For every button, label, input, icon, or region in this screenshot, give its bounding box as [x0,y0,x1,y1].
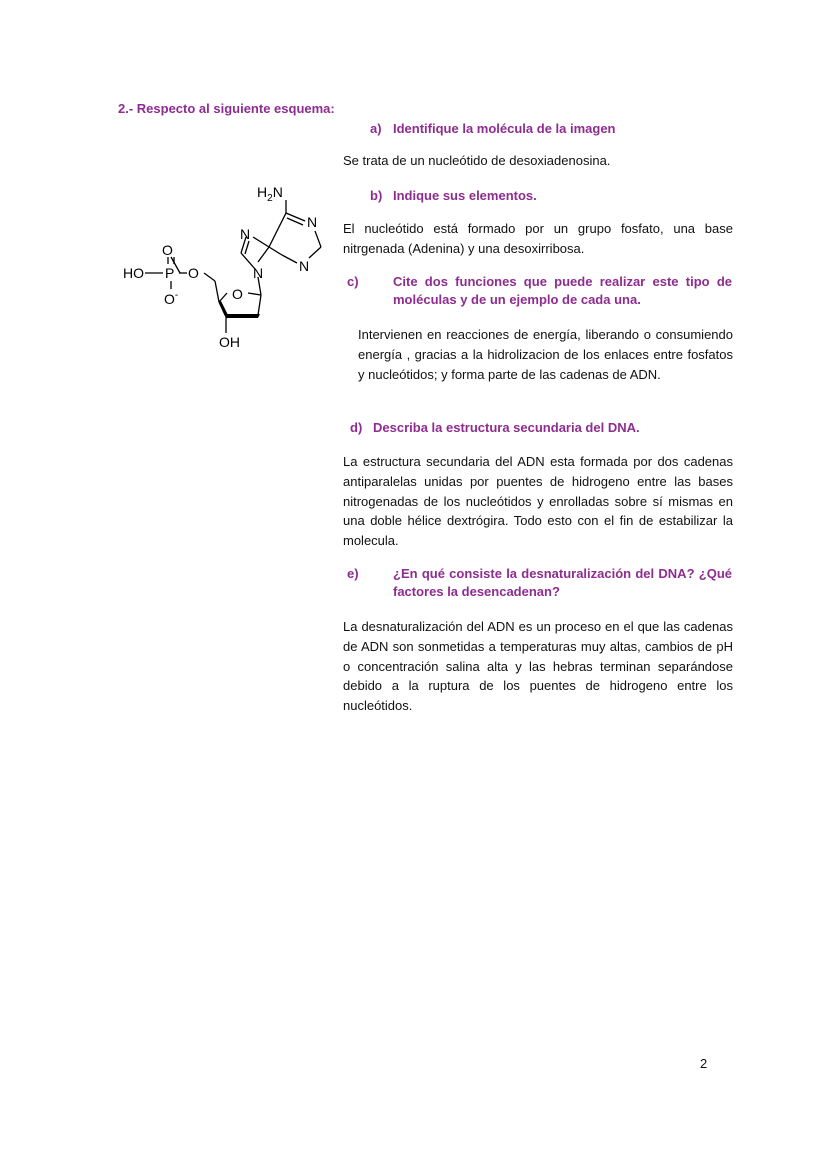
question-c [347,273,732,309]
amine-label: $H_2N$ [257,184,283,204]
phosphate-oxygen-top: O [162,242,173,258]
deoxyadenosine-monophosphate-structure [115,175,335,355]
answer-a: Se trata de un nucleótido de desoxiadenosina. [343,153,611,168]
ring-nitrogen-glycosidic: N [253,265,264,281]
question-d [350,419,640,437]
question-text: Describa la estructura secundaria del DNA. [373,420,640,435]
section-title: 2.- Respecto al siguiente esquema: [118,101,335,116]
answer-c: Intervienen en reacciones de energía, liberando o consumiendo energía , gracias a la hidrolizacion de los enlaces entre fosfatos y nucleótidos; y forma parte de las cadenas de ADN. [358,327,733,382]
bold-wedge [219,301,228,316]
question-letter: d) [350,420,363,435]
question-text: Identifique la molécula de la imagen [393,121,616,136]
phosphate-ester-oxygen: O [188,265,199,281]
answer-d: La estructura secundaria del ADN esta formada por dos cadenas antiparalelas unidas por puentes de hidrogeno entre las bases nitrogenadas de los nucleótidos y enrolladas sobre sí mismas en una doble hélice dextrógira. Todo esto con el fin de estabilizar la molecula. [343,454,733,549]
question-text: Indique sus elementos. [393,188,537,203]
question-letter: b) [370,188,383,203]
page-number: 2 [700,1056,708,1071]
question-a [370,120,616,138]
phosphate-ho: HO [123,265,144,281]
question-text: Cite dos funciones que puede realizar este tipo de moléculas y de un ejemplo de cada una. [393,274,732,307]
sugar-ring-oxygen: O [232,286,243,302]
phosphate-oxygen-bottom: O- [164,290,179,307]
phosphate-p: P [165,265,175,281]
ring-nitrogen-right: N [299,258,310,274]
answer-e: La desnaturalización del ADN es un proceso en el que las cadenas de ADN son sonmetidas a temperaturas muy altas, cambios de pH o concentración salina alta y las hebras terminan separándose debido a la ruptura de los puentes de hidrogeno entre los nucleótidos. [343,619,733,714]
ring-nitrogen-top: N [307,214,318,230]
answer-b: El nucleótido está formado por un grupo fosfato, una base nitrgenada (Adenina) y una desoxirribosa. [343,221,733,256]
question-letter: e) [347,566,359,581]
question-b [370,187,537,205]
question-e [347,565,732,601]
bold-bond [224,314,260,318]
question-text: ¿En qué consiste la desnaturalización del DNA? ¿Qué factores la desencadenan? [393,566,732,599]
question-letter: a) [370,121,382,136]
question-letter: c) [347,274,359,289]
ring-nitrogen-left: N [240,226,251,242]
hydroxyl-label: OH [219,334,240,350]
